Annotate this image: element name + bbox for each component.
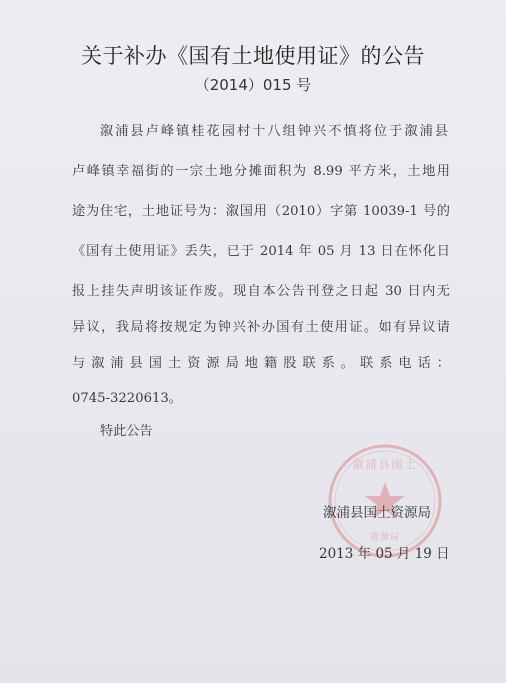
body-line: 途为住宅，土地证号为：溆国用（2010）字第 10039-1 号的 xyxy=(72,204,450,219)
body-line: 《国有土使用证》丢失，已于 2014 年 05 月 13 日在怀化日 xyxy=(72,244,450,259)
document-number: （2014）015 号 xyxy=(194,76,312,94)
signature-date: 2013 年 05 月 19 日 xyxy=(319,546,450,562)
body-line: 与溆浦县国土资源局地籍股联系。联系电话： xyxy=(72,356,450,371)
closing-remark: 特此公告 xyxy=(100,424,153,439)
body-line: 报上挂失声明该证作废。现自本公告刊登之日起 30 日内无 xyxy=(72,284,450,299)
svg-text:溆浦县国土: 溆浦县国土 xyxy=(352,458,418,471)
svg-text:资源局: 资源局 xyxy=(369,533,401,543)
body-line: 卢峰镇幸福街的一宗土地分摊面积为 8.99 平方米，土地用 xyxy=(72,164,450,179)
notice-title: 关于补办《国有土地使用证》的公告 xyxy=(81,44,425,68)
signature-organization: 溆浦县国土资源局 xyxy=(323,505,431,521)
body-line: 异议，我局将按规定为钟兴补办国有土使用证。如有异议请 xyxy=(72,320,450,335)
body-line: 0745-3220613。 xyxy=(72,391,182,406)
body-line: 溆浦县卢峰镇桂花园村十八组钟兴不慎将位于溆浦县 xyxy=(100,124,448,139)
